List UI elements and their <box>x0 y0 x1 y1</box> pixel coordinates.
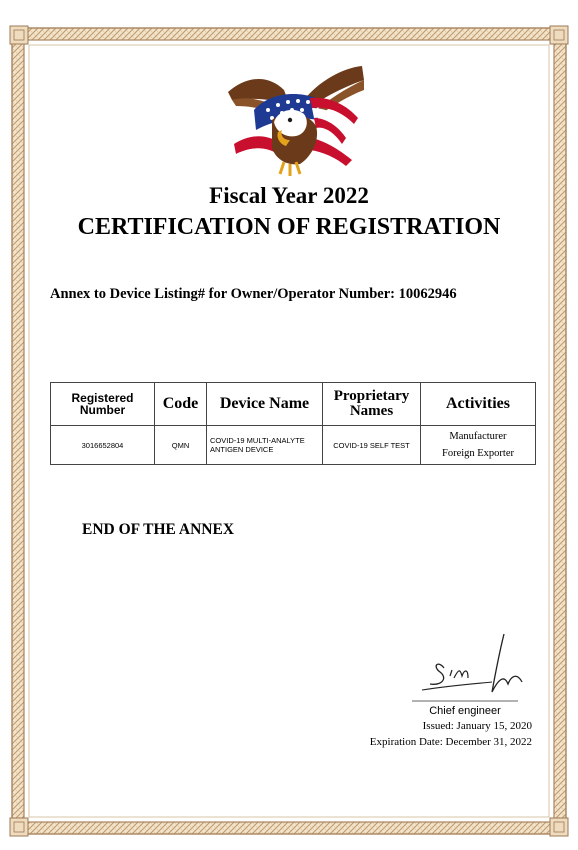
header-proprietary-names-line2: Names <box>349 403 394 419</box>
signer-title: Chief engineer <box>429 705 501 717</box>
annex-heading: Annex to Device Listing# for Owner/Operator Number: 10062946 <box>50 286 457 302</box>
header-registered-number <box>51 383 155 426</box>
header-registered-number-line2: Number <box>79 403 126 417</box>
expiration-date: Expiration Date: December 31, 2022 <box>369 736 532 748</box>
header-device-name: Device Name <box>207 383 323 426</box>
header-code: Code <box>155 383 207 426</box>
cell-activity-foreign-exporter: Foreign Exporter <box>441 448 515 459</box>
header-proprietary-names-line1: Proprietary <box>333 388 410 404</box>
cell-device-name-line1: COVID-19 MULTI-ANALYTE <box>210 436 305 445</box>
fiscal-year-heading: Fiscal Year 2022 <box>209 183 369 208</box>
table-header-row <box>51 383 536 426</box>
cell-registered-number: 3016652804 <box>51 426 155 465</box>
device-listing-table <box>50 382 536 465</box>
cell-device-name-line2: ANTIGEN DEVICE <box>210 445 274 454</box>
cell-activities <box>421 426 536 465</box>
cell-device-name <box>207 426 323 465</box>
cell-code: QMN <box>155 426 207 465</box>
issued-date: Issued: January 15, 2020 <box>422 720 532 732</box>
handwritten-signature <box>412 630 532 704</box>
header-registered-number-line1: Registered <box>71 391 134 405</box>
cell-activity-manufacturer: Manufacturer <box>449 431 507 442</box>
certificate-title: CERTIFICATION OF REGISTRATION <box>77 214 501 240</box>
table-row <box>51 426 536 465</box>
cell-proprietary-names: COVID-19 SELF TEST <box>323 426 421 465</box>
header-proprietary-names <box>323 383 421 426</box>
header-activities: Activities <box>421 383 536 426</box>
end-of-annex-text: END OF THE ANNEX <box>82 521 235 538</box>
eagle-flag-emblem-icon <box>224 60 366 184</box>
